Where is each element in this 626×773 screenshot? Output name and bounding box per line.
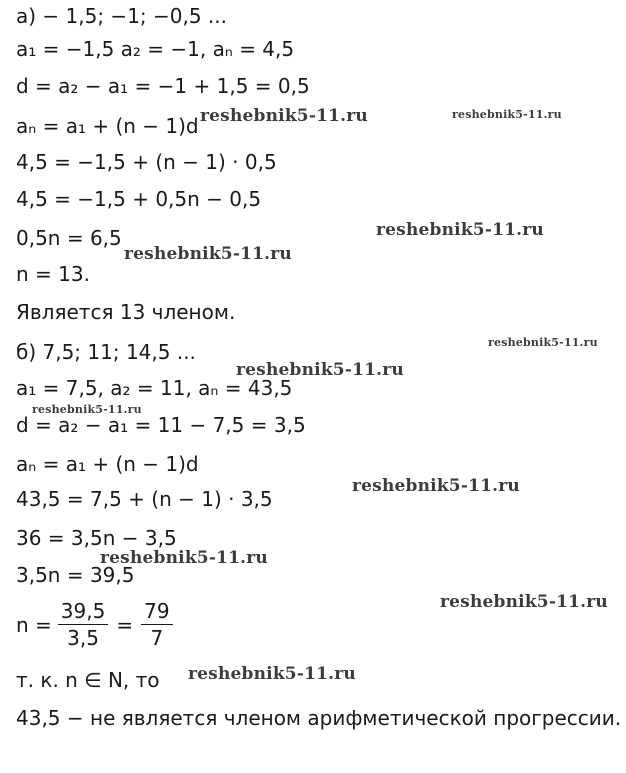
part-b-given: a₁ = 7,5, a₂ = 11, aₙ = 43,5 <box>16 376 293 400</box>
watermark: reshebnik5-11.ru <box>236 360 404 380</box>
part-b-substitute: 43,5 = 7,5 + (n − 1) · 3,5 <box>16 487 273 511</box>
watermark: reshebnik5-11.ru <box>376 220 544 240</box>
part-a-expand: 4,5 = −1,5 + 0,5n − 0,5 <box>16 187 262 211</box>
part-a-difference: d = a₂ − a₁ = −1 + 1,5 = 0,5 <box>16 74 310 98</box>
fraction-1-numerator: 39,5 <box>58 600 109 625</box>
watermark: reshebnik5-11.ru <box>124 244 292 264</box>
fraction-1-denominator: 3,5 <box>67 626 99 650</box>
watermark: reshebnik5-11.ru <box>452 108 562 121</box>
part-a-conclusion: Является 13 членом. <box>16 300 236 324</box>
fraction-equals: = <box>116 612 134 637</box>
watermark: reshebnik5-11.ru <box>100 548 268 568</box>
watermark: reshebnik5-11.ru <box>488 336 598 349</box>
part-b-formula: aₙ = a₁ + (n − 1)d <box>16 452 199 476</box>
watermark: reshebnik5-11.ru <box>32 403 142 416</box>
part-a-substitute: 4,5 = −1,5 + (n − 1) · 0,5 <box>16 150 277 174</box>
watermark: reshebnik5-11.ru <box>352 476 520 496</box>
watermark: reshebnik5-11.ru <box>188 664 356 684</box>
part-b-simplify: 3,5n = 39,5 <box>16 563 135 587</box>
part-a-result: n = 13. <box>16 262 90 286</box>
part-b-condition: т. к. n ∈ N, то <box>16 668 160 692</box>
part-b-conclusion: 43,5 − не является членом арифметической прогрессии. <box>16 706 622 730</box>
part-b-sequence: б) 7,5; 11; 14,5 ... <box>16 340 196 364</box>
part-b-difference: d = a₂ − a₁ = 11 − 7,5 = 3,5 <box>16 413 306 437</box>
watermark: reshebnik5-11.ru <box>440 592 608 612</box>
part-a-formula: aₙ = a₁ + (n − 1)d <box>16 114 199 138</box>
part-b-fraction-line <box>16 600 179 649</box>
fraction-1 <box>58 600 109 649</box>
fraction-2-numerator: 79 <box>141 600 172 625</box>
watermark: reshebnik5-11.ru <box>200 106 368 126</box>
fraction-lhs: n = <box>16 612 52 637</box>
part-b-expand: 36 = 3,5n − 3,5 <box>16 526 177 550</box>
part-a-sequence: а) − 1,5; −1; −0,5 ... <box>16 4 228 28</box>
part-a-given: a₁ = −1,5 a₂ = −1, aₙ = 4,5 <box>16 37 295 61</box>
fraction-2 <box>141 600 172 649</box>
part-a-simplify: 0,5n = 6,5 <box>16 226 122 250</box>
fraction-2-denominator: 7 <box>150 626 164 650</box>
